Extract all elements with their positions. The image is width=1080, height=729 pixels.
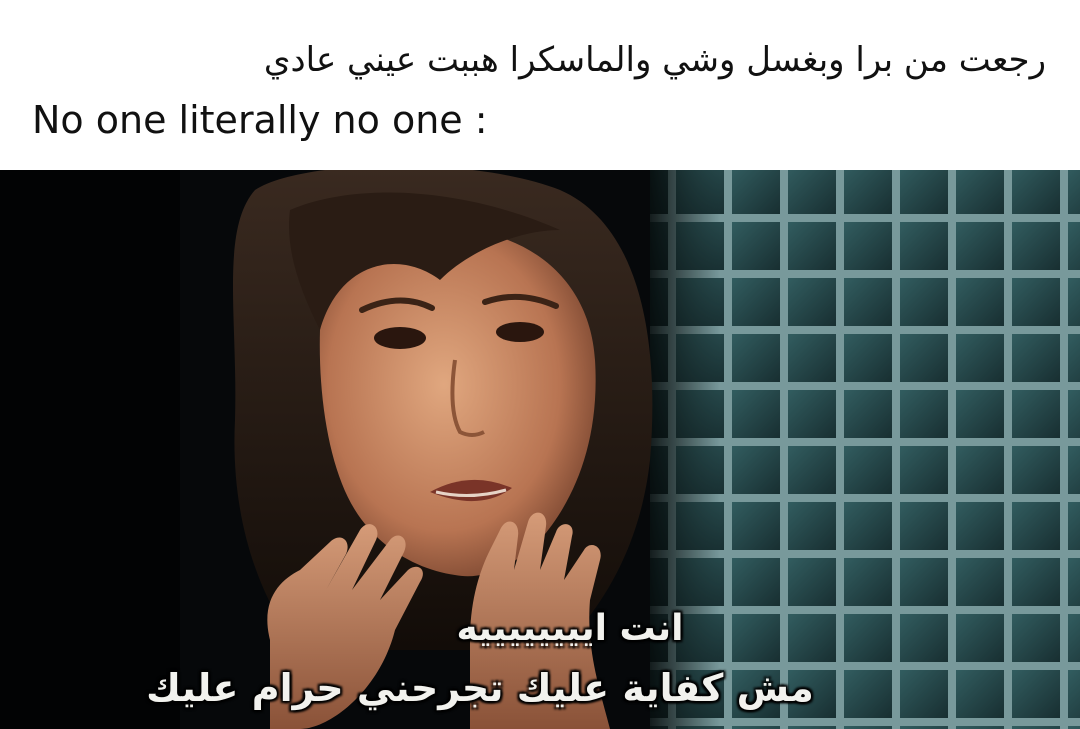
- caption-area: [0, 0, 1080, 170]
- caption-english: No one literally no one :: [32, 98, 488, 142]
- subtitle-line-2: مش كفاية عليك تجرحني حرام عليك: [146, 666, 814, 710]
- caption-arabic: رجعت من برا وبغسل وشي والماسكرا هببت عيني عادي: [263, 40, 1046, 80]
- subtitle-line-1: انت اييييييييه: [456, 608, 684, 649]
- meme-image: [0, 170, 1080, 729]
